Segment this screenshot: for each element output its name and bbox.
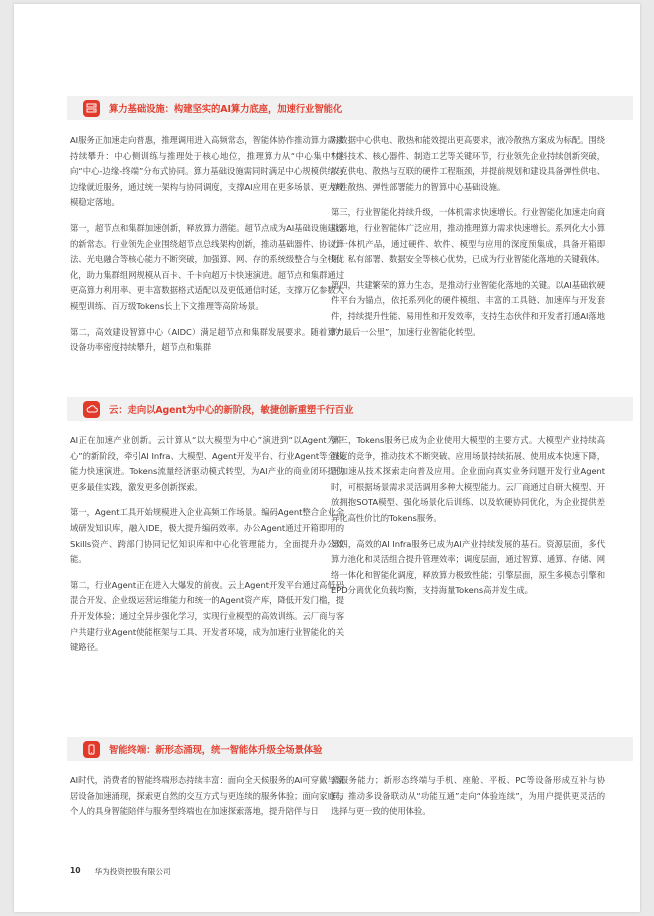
paragraph: 第三，Tokens服务已成为企业使用大模型的主要方式。大模型产业持续高强度的竞争，推动技术不断突破、应用场景持续拓展、使用成本快速下降，正加速从技术探索走向普及应用。企业面向真实业务问题开发行业Agent时，可根据场景需求灵活调用多种大模型能力。云厂商通过自研大模型、开放拥抱SOTA模型、强化场景化后训练、以及软硬协同优化，为企业提供差异化高性价比的Tokens服务。 bbox=[331, 435, 605, 523]
paragraph: 常服务能力；新形态终端与手机、座舱、平板、PC等设备形成互补与协同，推动多设备联动从“功能互通”走向“体验连续”，为用户提供更灵活的选择与更一致的使用体验。 bbox=[331, 775, 605, 817]
section-title: 云：走向以Agent为中心的新阶段，敏捷创新重塑千行百业 bbox=[109, 405, 354, 416]
paragraph: 第二，行业Agent正在进入大爆发的前夜。云上Agent开发平台通过高低码混合开发、企业级运营运维能力和统一的Agent资产库，降低开发门槛，提升开发体验；通过全异步强化学习，实现行业模型的高效训练。云厂商与客户共建行业Agent使能框架与工具、开发者环境，成为加速行业智能化的关键路径。 bbox=[70, 579, 344, 653]
company-name: 华为投资控股有限公司 bbox=[94, 867, 171, 876]
server-icon bbox=[83, 100, 100, 117]
paragraph: 第三，行业智能化持续升级，一体机需求快速增长。行业智能化加速走向商业落地，行业智能体广泛应用，推动推理算力需求快速增长。系列化大小算力一体机产品，通过硬件、软件、模型与应用的深度预集成，具备开箱即用、私有部署、数据安全等核心优势，已成为行业智能化落地的关键载体。 bbox=[331, 207, 605, 265]
section-cloud-left-column bbox=[70, 433, 344, 666]
paragraph: 对数据中心供电、散热和能效提出更高要求，液冷散热方案成为标配。围绕材料技术、核心器件、制造工艺等关键环节，行业领先企业持续创新突破，攻克供电、散热与互联的硬件工程瓶颈，并提前规划和建设具备弹性供电、弹性散热、弹性部署能力的智算中心基础设施。 bbox=[331, 135, 605, 192]
paragraph: 第四，高效的AI Infra服务已成为AI产业持续发展的基石。资源层面，多代算力池化和灵活组合提升管理效率；调度层面，通过智算、通算、存储、网络一体化和智能化调度，释放算力极致性能；引擎层面，原生多模态引擎和EPD分离优化负载均衡，支持海量Tokens高并发生成。 bbox=[331, 538, 605, 596]
section-title: 智能终端：新形态涌现，统一智能体升级全场景体验 bbox=[109, 745, 323, 756]
section-header-compute bbox=[67, 96, 633, 120]
paragraph: 第一，超节点和集群加速创新，释放算力潜能。超节点成为AI基础设施建设的新常态。行业领先企业围绕超节点总线架构创新，推动基础器件、协议算法、光电融合等核心能力不断突破，加强算、网、存的系统级整合与全栈优化，助力集群组网规模从百卡、千卡向超万卡快速演进。超节点和集群通过更高算力利用率、更丰富数据格式适配以及更低通信时延，支撑万亿参数大模型训练、百万级Tokens长上下文推理等高阶场景。 bbox=[70, 222, 344, 311]
section-terminal-left-column bbox=[70, 773, 344, 830]
paragraph: AI服务正加速走向普惠，推理调用进入高频常态，智能体协作推动算力需求持续攀升：中心侧训练与推理处于核心地位，推理算力从“中心集中”走向“中心-边缘-终端”分布式协同。算力基础设施需同时满足中心规模供给与边缘就近服务，通过统一架构与协同调度，支撑AI应用在更多场景、更大规模稳定落地。 bbox=[70, 135, 344, 208]
paragraph: 第四，共建繁荣的算力生态，是推动行业智能化落地的关键。以AI基础软硬件平台为锚点，依托系列化的硬件模组、丰富的工具链、加速库与开发套件，持续提升性能、易用性和开发效率，支持生态伙伴和开发者打通AI落地的“最后一公里”，加速行业智能化转型。 bbox=[331, 279, 605, 337]
section-compute-left-column bbox=[70, 133, 344, 366]
section-cloud-right-column bbox=[331, 433, 605, 609]
paragraph: AI正在加速产业创新。云计算从“以大模型为中心”演进到“以Agent为中心”的新阶段，牵引AI Infra、大模型、Agent开发平台、行业Agent等全栈能力快速演进。Tokens流量经济驱动模式转型，为AI产业的商业闭环提供更多最佳实践，激发更多创新探索。 bbox=[70, 435, 344, 492]
page-footer bbox=[70, 866, 171, 877]
section-compute-right-column bbox=[331, 133, 605, 350]
section-terminal-right-column bbox=[331, 773, 605, 830]
paragraph: 第一，Agent工具开始规模进入企业高频工作场景。编码Agent整合企业全域研发知识库，融入IDE，极大提升编码效率。办公Agent通过开箱即用的Skills资产、跨部门协同记忆知识库和中心化管理能力，全面提升办公效能。 bbox=[70, 507, 344, 565]
document-page bbox=[14, 4, 640, 912]
smartphone-icon bbox=[83, 741, 100, 758]
page-number: 10 bbox=[70, 866, 81, 875]
section-title: 算力基础设施：构建坚实的AI算力底座，加速行业智能化 bbox=[109, 104, 343, 115]
section-header-terminal bbox=[67, 737, 633, 761]
paragraph: AI时代，消费者的智能终端形态持续丰富：面向全天候服务的AI可穿戴与家居设备加速涌现，探索更自然的交互方式与更连续的服务体验；面向家庭与个人的具身智能陪伴与服务型终端也在加速探索落地，提升陪伴与日 bbox=[70, 775, 344, 817]
paragraph: 第二，高效建设智算中心（AIDC）满足超节点和集群发展要求。随着算力设备功率密度持续攀升，超节点和集群 bbox=[70, 326, 344, 353]
section-header-cloud bbox=[67, 397, 633, 421]
cloud-icon bbox=[83, 401, 100, 418]
